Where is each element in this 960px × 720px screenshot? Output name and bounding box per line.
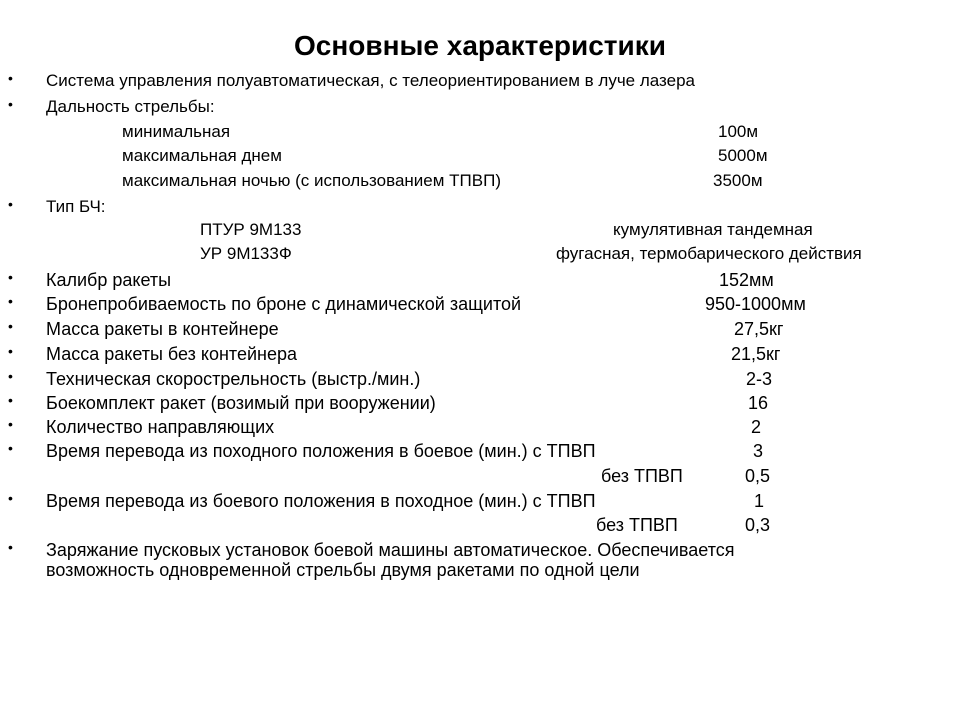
guides-value: 2: [751, 417, 762, 437]
range-day-value: 5000м: [718, 146, 768, 165]
range-night-label: максимальная ночью (с использованием ТПВП): [122, 171, 501, 190]
bullet-icon: •: [8, 416, 13, 432]
caliber-label: Калибр ракеты: [46, 270, 172, 290]
penetration-value: 950-1000мм: [705, 294, 806, 314]
bullet-icon: •: [8, 318, 13, 334]
bullet-icon: •: [8, 392, 13, 408]
penetration-label: Бронепробиваемость по броне с динамической защитой: [46, 294, 522, 314]
stow-with-value: 1: [754, 491, 765, 511]
range-label: Дальность стрельбы:: [46, 97, 215, 116]
deploy-without-value: 0,5: [745, 466, 771, 486]
range-min-label: минимальная: [122, 122, 231, 141]
warhead-2-type: фугасная, термобарического действия: [556, 244, 862, 263]
bullet-icon: •: [8, 293, 13, 309]
mass-no-container-value: 21,5кг: [731, 344, 781, 364]
bullet-icon: •: [8, 490, 13, 506]
warhead-label: Тип БЧ:: [46, 197, 106, 216]
stow-label: Время перевода из боевого положения в походное (мин.) с ТПВП: [46, 491, 596, 511]
warhead-1-type: кумулятивная тандемная: [613, 220, 813, 239]
range-night-value: 3500м: [713, 171, 763, 190]
loading-line-1: Заряжание пусковых установок боевой машины автоматическое. Обеспечивается: [46, 540, 735, 560]
ammo-label: Боекомплект ракет (возимый при вооружении): [46, 393, 436, 413]
bullet-icon: •: [8, 196, 13, 212]
guides-label: Количество направляющих: [46, 417, 275, 437]
deploy-label: Время перевода из походного положения в боевое (мин.) с ТПВП: [46, 441, 596, 461]
stow-without-value: 0,3: [745, 515, 771, 535]
mass-container-value: 27,5кг: [734, 319, 784, 339]
rate-value: 2-3: [746, 369, 773, 389]
loading-line-2: возможность одновременной стрельбы двумя ракетами по одной цели: [46, 560, 640, 580]
rate-label: Техническая скорострельность (выстр./мин.): [46, 369, 421, 389]
range-day-label: максимальная днем: [122, 146, 282, 165]
stow-without-label: без ТПВП: [596, 515, 678, 535]
bullet-icon: •: [8, 440, 13, 456]
bullet-icon: •: [8, 368, 13, 384]
page-title: Основные характеристики: [294, 30, 666, 61]
bullet-icon: •: [8, 343, 13, 359]
deploy-with-value: 3: [753, 441, 764, 461]
bullet-icon: •: [8, 269, 13, 285]
control-system-text: Система управления полуавтоматическая, с телеориентированием в луче лазера: [46, 71, 696, 90]
deploy-without-label: без ТПВП: [601, 466, 683, 486]
bullet-icon: •: [8, 96, 13, 112]
mass-no-container-label: Масса ракеты без контейнера: [46, 344, 297, 364]
warhead-2-name: УР 9М133Ф: [200, 244, 292, 263]
bullet-icon: •: [8, 70, 13, 86]
range-min-value: 100м: [718, 122, 759, 141]
warhead-1-name: ПТУР 9М133: [200, 220, 302, 239]
ammo-value: 16: [748, 393, 769, 413]
caliber-value: 152мм: [719, 270, 774, 290]
mass-container-label: Масса ракеты в контейнере: [46, 319, 279, 339]
bullet-icon: •: [8, 539, 13, 555]
